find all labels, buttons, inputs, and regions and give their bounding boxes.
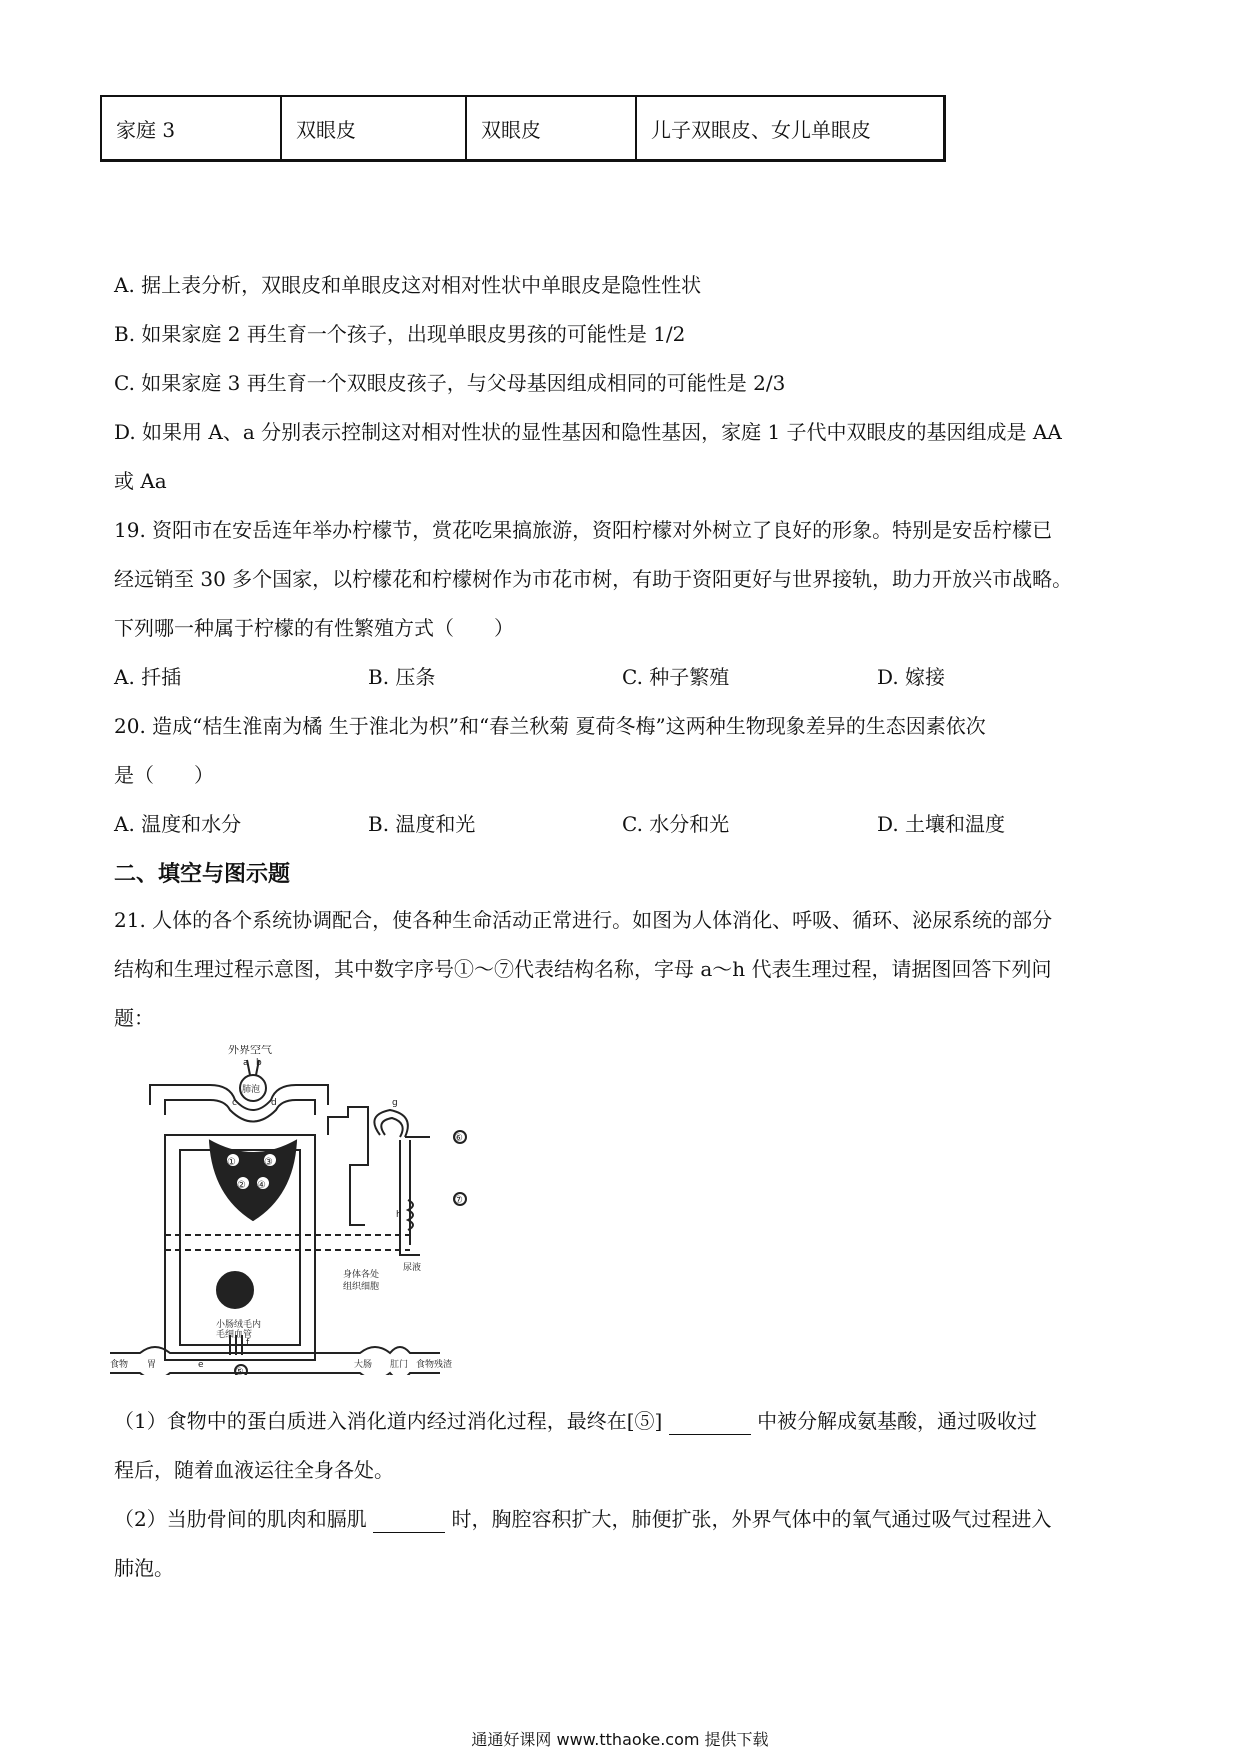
label-tissue-cells: 组织细胞 bbox=[343, 1282, 380, 1292]
q18-option-b: B. 如果家庭 2 再生育一个孩子，出现单眼皮男孩的可能性是 1/2 bbox=[114, 322, 686, 346]
label-num-3: ③ bbox=[264, 1157, 273, 1168]
label-letter-f: f bbox=[246, 1338, 250, 1348]
label-letter-e: e bbox=[198, 1360, 204, 1370]
q18-option-a: A. 据上表分析，双眼皮和单眼皮这对相对性状中单眼皮是隐性性状 bbox=[114, 273, 702, 297]
q18-option-d: D. 如果用 A、a 分别表示控制这对相对性状的显性基因和隐性基因，家庭 1 子代中双眼皮的基因组成是 AA bbox=[114, 420, 1062, 444]
label-num-6: ⑥ bbox=[454, 1133, 463, 1144]
table-cell: 双眼皮 bbox=[281, 96, 466, 161]
label-capillary: 毛细血管 bbox=[216, 1330, 253, 1340]
label-letter-a: a bbox=[243, 1058, 249, 1068]
label-letter-g: g bbox=[392, 1098, 398, 1108]
answer-blank[interactable] bbox=[669, 1412, 751, 1435]
label-anus: 肛门 bbox=[390, 1360, 409, 1370]
q19-text: 19. 资阳市在安岳连年举办柠檬节，赏花吃果搞旅游，资阳柠檬对外树立了良好的形象。特别是安岳柠檬已 bbox=[114, 518, 1053, 542]
q21-sub1-cont: 程后，随着血液运往全身各处。 bbox=[114, 1458, 394, 1482]
q21-sub2-text: 时，胸腔容积扩大，肺便扩张，外界气体中的氧气通过吸气过程进入 bbox=[451, 1507, 1052, 1531]
tissue-cell-shape bbox=[217, 1272, 253, 1308]
label-urine: 尿液 bbox=[403, 1263, 422, 1273]
label-outside-air: 外界空气 bbox=[228, 1045, 272, 1056]
q20-option: C. 水分和光 bbox=[622, 812, 730, 836]
q18-option-c: C. 如果家庭 3 再生育一个双眼皮孩子，与父母基因组成相同的可能性是 2/3 bbox=[114, 371, 786, 395]
q19-option: A. 扦插 bbox=[114, 665, 182, 689]
label-num-4: ④ bbox=[257, 1180, 266, 1191]
section-title: 二、填空与图示题 bbox=[114, 862, 291, 887]
page-footer: 通通好课网 www.tthaoke.com 提供下载 bbox=[471, 1730, 769, 1749]
table-cell: 家庭 3 bbox=[101, 96, 281, 161]
q21-sub2 bbox=[114, 1505, 1134, 1533]
q21-sub1 bbox=[114, 1407, 1134, 1435]
q21-sub2-text: （2）当肋骨间的肌肉和膈肌 bbox=[114, 1507, 367, 1531]
label-letter-b: b bbox=[256, 1058, 262, 1068]
table-cell: 双眼皮 bbox=[466, 96, 636, 161]
q21-sub2-cont: 肺泡。 bbox=[114, 1556, 174, 1580]
family-table bbox=[100, 95, 946, 162]
q18-option-d-cont: 或 Aa bbox=[114, 469, 167, 493]
q19-text: 经远销至 30 多个国家，以柠檬花和柠檬树作为市花市树，有助于资阳更好与世界接轨，助力开放兴市战略。 bbox=[114, 567, 1073, 591]
q19-option: B. 压条 bbox=[368, 665, 436, 689]
label-letter-h: h bbox=[396, 1210, 402, 1220]
label-residue: 食物残渣 bbox=[416, 1360, 453, 1370]
label-num-7: ⑦ bbox=[454, 1195, 463, 1206]
label-letter-c: c bbox=[232, 1098, 237, 1108]
table-cell: 儿子双眼皮、女儿单眼皮 bbox=[636, 96, 945, 161]
label-letter-d: d bbox=[271, 1098, 277, 1108]
table-row bbox=[101, 96, 945, 161]
q21-sub1-text: （1）食物中的蛋白质进入消化道内经过消化过程，最终在[⑤] bbox=[114, 1409, 663, 1433]
q20-option: A. 温度和水分 bbox=[114, 812, 242, 836]
label-stomach: 胃 bbox=[147, 1360, 157, 1370]
label-num-5: ⑤ bbox=[235, 1367, 244, 1375]
q19-text: 下列哪一种属于柠檬的有性繁殖方式（ ） bbox=[114, 616, 514, 640]
q21-text: 21. 人体的各个系统协调配合，使各种生命活动正常进行。如图为人体消化、呼吸、循环、泌尿系统的部分 bbox=[114, 908, 1053, 932]
q20-text: 是（ ） bbox=[114, 763, 214, 787]
label-food: 食物 bbox=[110, 1360, 129, 1370]
q20-option: B. 温度和光 bbox=[368, 812, 476, 836]
label-num-1: ① bbox=[227, 1157, 236, 1168]
q21-text: 题： bbox=[114, 1006, 154, 1030]
q21-text: 结构和生理过程示意图，其中数字序号①～⑦代表结构名称，字母 a～h 代表生理过程，请据图回答下列问 bbox=[114, 957, 1052, 981]
label-num-2: ② bbox=[237, 1180, 246, 1191]
physiology-diagram bbox=[110, 1045, 510, 1375]
q21-sub1-text: 中被分解成氨基酸，通过吸收过 bbox=[757, 1409, 1038, 1433]
q19-option: D. 嫁接 bbox=[877, 665, 946, 689]
label-villi: 小肠绒毛内 bbox=[216, 1320, 262, 1330]
q19-option: C. 种子繁殖 bbox=[622, 665, 730, 689]
q20-text: 20. 造成“桔生淮南为橘 生于淮北为枳”和“春兰秋菊 夏荷冬梅”这两种生物现象差异的生态因素依次 bbox=[114, 714, 986, 738]
answer-blank[interactable] bbox=[373, 1510, 445, 1533]
q20-option: D. 土壤和温度 bbox=[877, 812, 1006, 836]
label-tissue: 身体各处 bbox=[343, 1270, 380, 1280]
heart-shape bbox=[210, 1141, 296, 1220]
label-alveolus: 肺泡 bbox=[242, 1085, 261, 1095]
label-large-intestine: 大肠 bbox=[354, 1360, 373, 1370]
